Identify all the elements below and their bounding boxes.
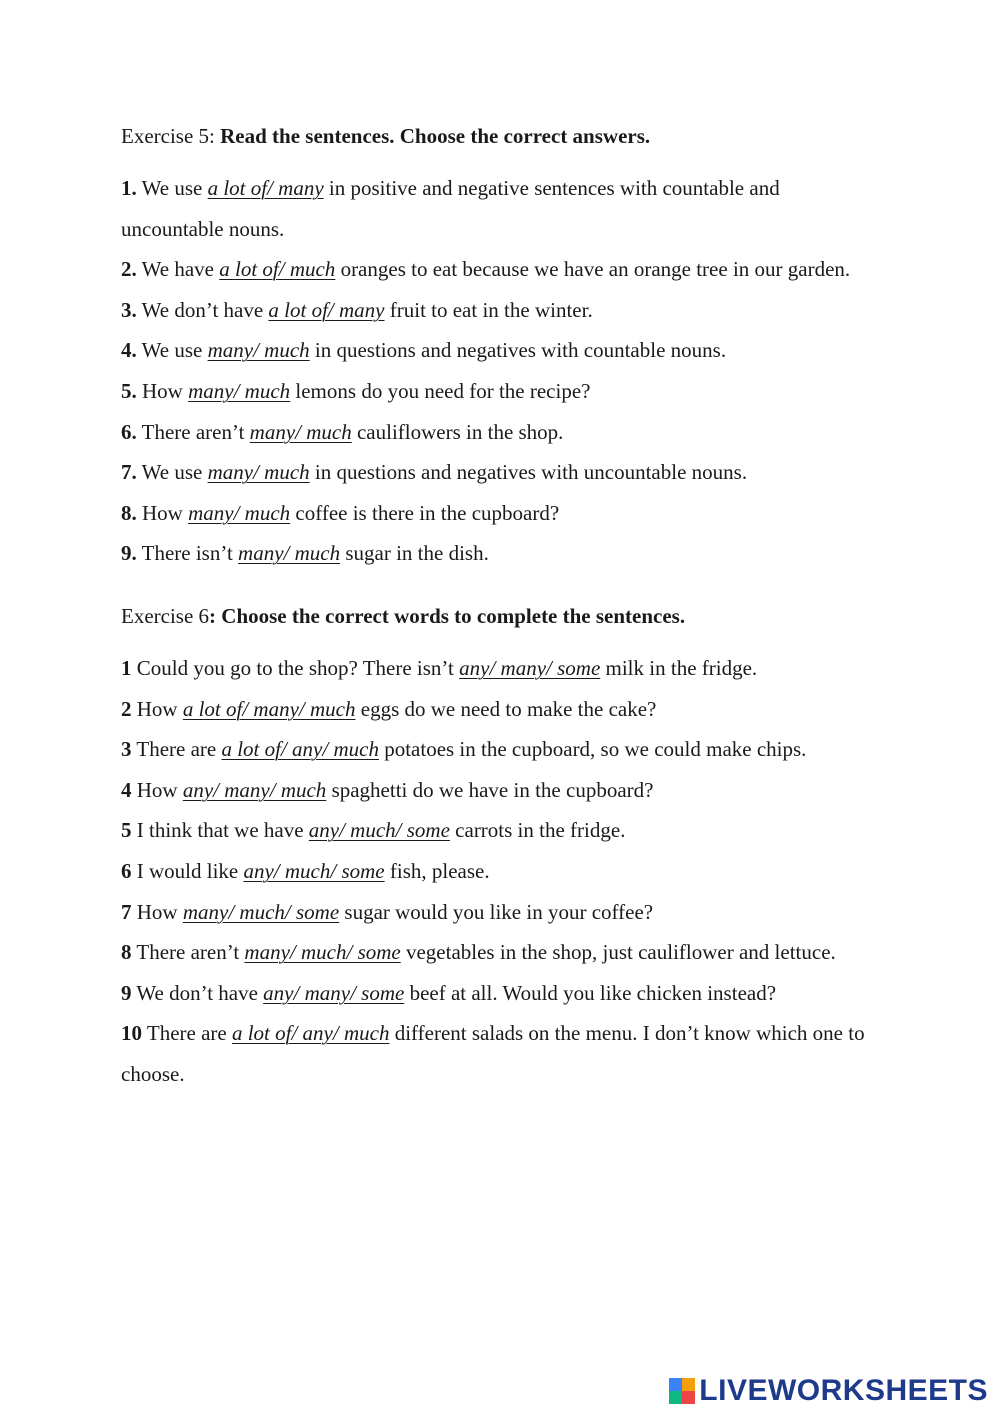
answer-choice[interactable]: a lot of/ much: [219, 257, 336, 282]
exercise-5-item: [121, 452, 881, 493]
item-text: sugar in the dish.: [340, 541, 489, 566]
item-number: 3.: [121, 297, 137, 322]
item-text: We have: [136, 257, 220, 282]
exercise-6-item: [121, 932, 881, 973]
exercise-6-heading: [121, 596, 881, 636]
item-number: 7.: [121, 460, 137, 485]
item-text: carrots in the fridge.: [449, 818, 626, 843]
worksheet-page: [121, 116, 881, 1094]
item-text: We don’t have: [131, 980, 264, 1005]
item-text: Could you go to the shop? There isn’t: [131, 655, 460, 680]
exercise-6-list: [121, 648, 881, 1095]
exercise-6-item: [121, 770, 881, 811]
exercise-6-item: [121, 729, 881, 770]
item-text: There aren’t: [131, 940, 245, 965]
liveworksheets-logo-icon: [669, 1378, 695, 1404]
item-text: eggs do we need to make the cake?: [355, 696, 657, 721]
exercise-6-item: [121, 689, 881, 730]
exercise-6-label: Exercise 6: [121, 603, 210, 628]
item-text: sugar would you like in your coffee?: [339, 899, 654, 924]
logo-square-tr: [682, 1378, 695, 1391]
item-text: fruit to eat in the winter.: [384, 297, 593, 322]
item-text: How: [136, 378, 189, 403]
item-number: 8.: [121, 500, 137, 525]
answer-choice[interactable]: any/ many/ much: [182, 777, 327, 802]
item-text: How: [131, 777, 183, 802]
exercise-5-item: [121, 330, 881, 371]
exercise-6-item: [121, 648, 881, 689]
answer-choice[interactable]: many/ much: [207, 338, 310, 363]
item-text: How: [131, 696, 183, 721]
item-text: lemons do you need for the recipe?: [290, 378, 591, 403]
answer-choice[interactable]: a lot of/ many/ much: [182, 696, 356, 721]
item-number: 2: [121, 696, 132, 721]
section-spacer: [121, 574, 881, 596]
exercise-6-item: [121, 892, 881, 933]
exercise-6-item: [121, 851, 881, 892]
answer-choice[interactable]: a lot of/ many: [207, 176, 324, 200]
item-text: in questions and negatives with countable nouns.: [309, 338, 727, 363]
item-number: 1: [121, 655, 132, 680]
exercise-5-item: [121, 249, 881, 290]
item-number: 5.: [121, 378, 137, 403]
answer-choice[interactable]: many/ much: [249, 419, 352, 444]
item-number: 5: [121, 818, 132, 843]
answer-choice[interactable]: many/ much: [238, 541, 341, 566]
item-text: oranges to eat because we have an orange tree in our garden.: [335, 257, 851, 282]
exercise-5-item: [121, 493, 881, 534]
item-text: We use: [136, 338, 208, 363]
exercise-5-instruction: Read the sentences. Choose the correct answers.: [220, 124, 651, 148]
item-text: in questions and negatives with uncountable nouns.: [309, 460, 748, 485]
item-number: 2.: [121, 257, 137, 282]
item-text: We use: [136, 460, 208, 485]
exercise-5-item: [121, 533, 881, 574]
exercise-6-item: [121, 1013, 881, 1094]
item-number: 10: [121, 1021, 142, 1046]
answer-choice[interactable]: many/ much: [188, 500, 291, 525]
exercise-6-item: [121, 973, 881, 1014]
item-text: milk in the fridge.: [600, 655, 758, 680]
item-text: vegetables in the shop, just cauliflower and lettuce.: [400, 940, 836, 965]
item-text: different salads on the menu. I don’t know which one to choose.: [121, 1021, 865, 1086]
answer-choice[interactable]: a lot of/ any/ much: [221, 737, 379, 762]
item-text: There isn’t: [136, 541, 239, 566]
item-number: 4.: [121, 338, 137, 363]
answer-choice[interactable]: many/ much: [207, 460, 310, 485]
answer-choice[interactable]: many/ much: [188, 378, 291, 403]
item-text: How: [131, 899, 183, 924]
item-text: There aren’t: [136, 419, 250, 444]
answer-choice[interactable]: any/ many/ some: [459, 655, 601, 680]
item-text: cauliflowers in the shop.: [351, 419, 564, 444]
answer-choice[interactable]: many/ much/ some: [182, 899, 340, 924]
item-text: fish, please.: [384, 858, 490, 883]
item-text: We don’t have: [136, 297, 269, 322]
item-text: beef at all. Would you like chicken instead?: [404, 980, 777, 1005]
exercise-5-label: Exercise 5:: [121, 124, 221, 148]
exercise-5-list: [121, 168, 881, 574]
item-text: coffee is there in the cupboard?: [290, 500, 560, 525]
answer-choice[interactable]: any/ much/ some: [243, 858, 385, 883]
exercise-5-heading: [121, 116, 881, 156]
item-number: 4: [121, 777, 132, 802]
answer-choice[interactable]: a lot of/ many: [268, 297, 385, 322]
answer-choice[interactable]: many/ much/ some: [244, 940, 401, 965]
item-text: potatoes in the cupboard, so we could make chips.: [378, 737, 807, 762]
item-number: 8: [121, 940, 132, 965]
logo-square-br: [682, 1391, 695, 1404]
item-text: spaghetti do we have in the cupboard?: [326, 777, 654, 802]
item-number: 9: [121, 980, 132, 1005]
item-number: 6.: [121, 419, 137, 444]
exercise-5-item: [121, 168, 881, 249]
exercise-6-item: [121, 810, 881, 851]
item-number: 7: [121, 899, 132, 924]
item-number: 3: [121, 737, 132, 762]
item-text: I would like: [131, 858, 244, 883]
item-text: How: [136, 500, 189, 525]
answer-choice[interactable]: any/ many/ some: [263, 980, 405, 1005]
brand-name: LIVEWORKSHEETS: [699, 1374, 988, 1407]
exercise-6-instruction: : Choose the correct words to complete the sentences.: [209, 603, 686, 628]
item-text: We use: [136, 176, 208, 200]
exercise-5-item: [121, 371, 881, 412]
exercise-5-item: [121, 290, 881, 331]
item-text: There are: [131, 737, 222, 762]
item-text: There are: [142, 1021, 232, 1046]
item-number: 6: [121, 858, 132, 883]
exercise-5-item: [121, 412, 881, 453]
item-text: I think that we have: [131, 818, 309, 843]
logo-square-tl: [669, 1378, 682, 1391]
item-number: 9.: [121, 541, 137, 566]
answer-choice[interactable]: any/ much/ some: [308, 818, 450, 843]
item-number: 1.: [121, 176, 137, 200]
answer-choice[interactable]: a lot of/ any/ much: [231, 1021, 390, 1046]
liveworksheets-logo[interactable]: [669, 1374, 988, 1408]
logo-square-bl: [669, 1391, 682, 1404]
item-text: in positive and negative sentences with countable and uncountable nouns.: [121, 176, 780, 241]
